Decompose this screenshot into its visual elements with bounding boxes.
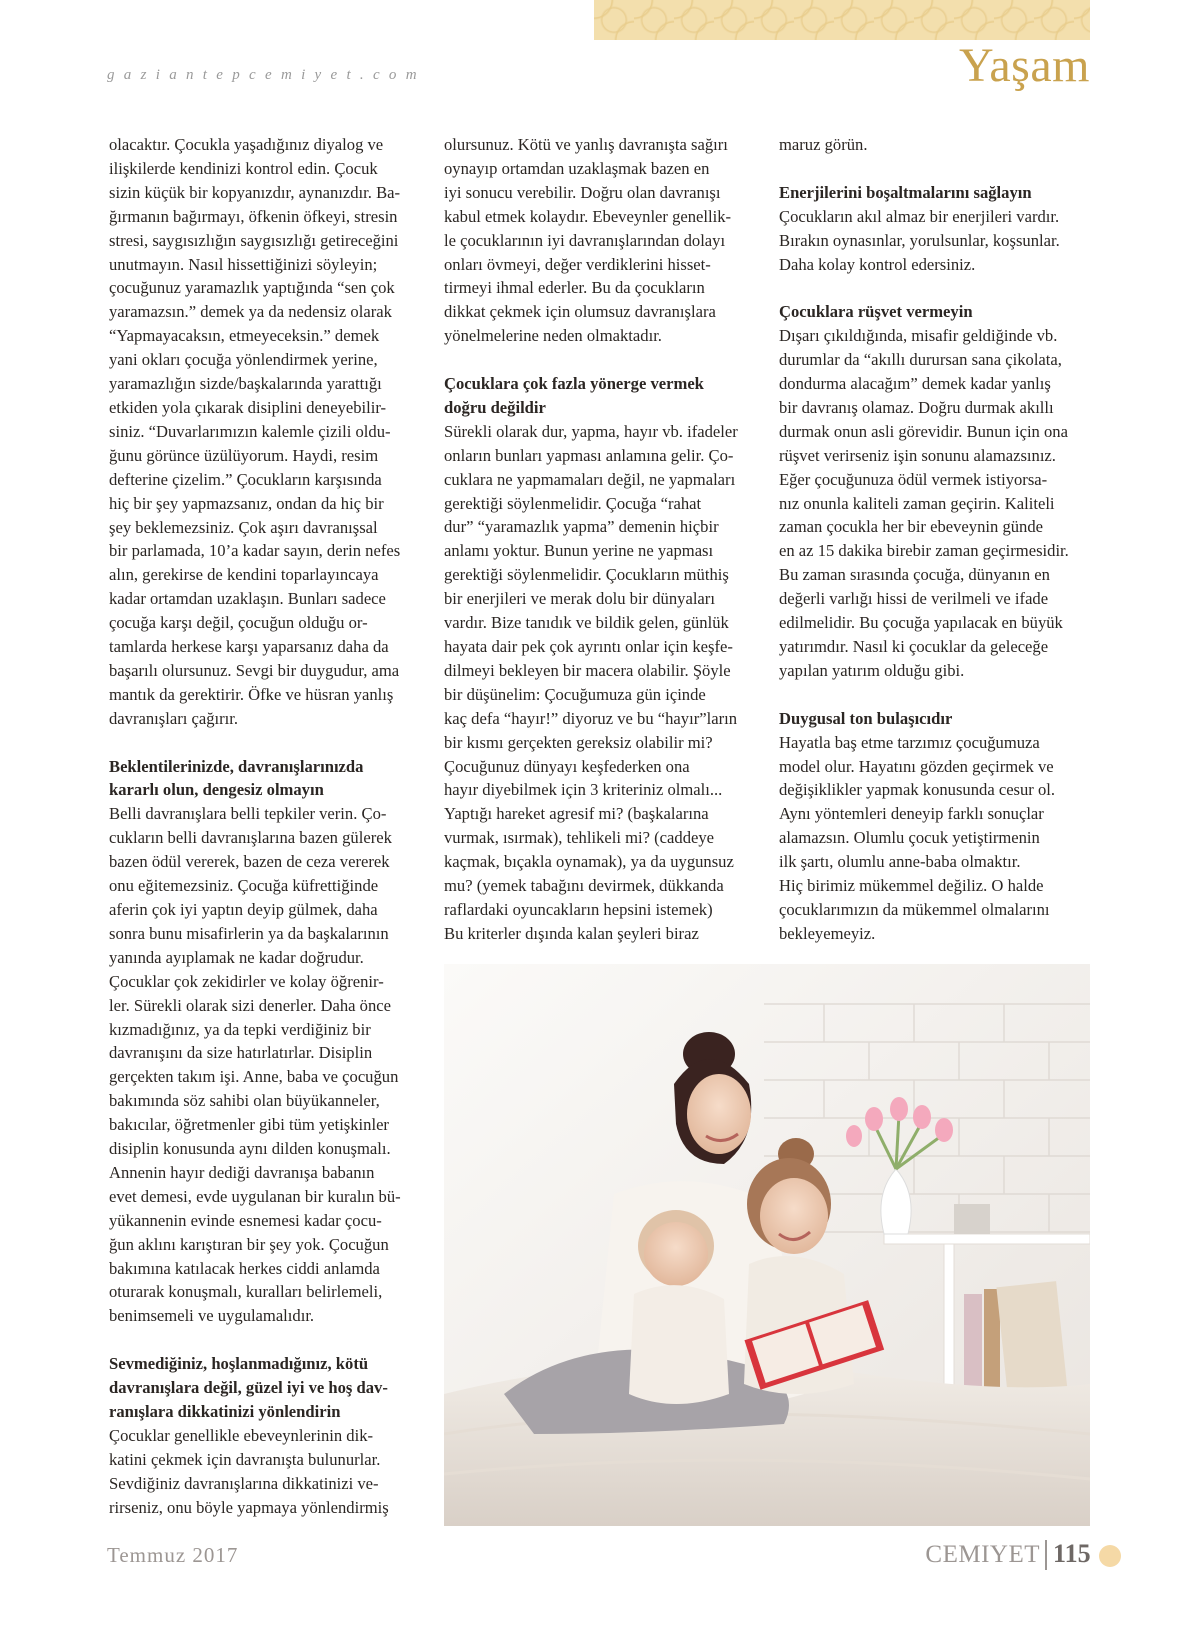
body-text-line: onu eğitemezsiniz. Çocuğa küfrettiğinde <box>109 876 379 896</box>
paragraph-gap <box>779 683 1091 707</box>
body-text-line: onları övmeyi, değer verdiklerini hisset- <box>444 254 711 274</box>
body-text-line: mu? (yemek tabağını devirmek, dükkanda <box>444 876 724 896</box>
body-text-line: Sevdiğiniz davranışlarına dikkatinizi ve- <box>109 1473 379 1493</box>
body-text-line: tirmeyi ihmal ederler. Bu da çocukların <box>444 278 705 298</box>
body-text-line: Bu kriterler dışında kalan şeyleri biraz <box>444 923 699 943</box>
section-heading-line: Sevmediğiniz, hoşlanmadığınız, kötü <box>109 1354 369 1374</box>
issue-date: Temmuz 2017 <box>107 1543 239 1567</box>
body-text-line: bakımına katılacak herkes ciddi anlamda <box>109 1258 380 1278</box>
body-text-line: stresi, saygısızlığın saygısızlığı getireceğini <box>109 230 399 250</box>
body-text-line: evet demesi, evde uygulanan bir kuralın bü- <box>109 1186 401 1206</box>
body-text-line: durmak onun asli görevidir. Bunun için ona <box>779 421 1068 441</box>
body-text-line: yatırımdır. Nasıl ki çocuklar da geleceğe <box>779 637 1049 656</box>
body-text-line: oturarak konuşmalı, kuralları belirlemeli, <box>109 1282 383 1302</box>
body-text-line: sonra bunu misafirlerin ya da başkalarının <box>109 923 389 943</box>
section-heading-line: doğru değildir <box>444 397 546 417</box>
footer-divider <box>1045 1540 1047 1570</box>
body-text-line: onların bunları yapması anlamına gelir. Ço- <box>444 445 734 465</box>
body-text-line: sizin küçük bir kopyanızdır, aynanızdır. Ba- <box>109 182 401 202</box>
body-text-line: kızmadığınız, ya da tepki verdiğiniz bir <box>109 1019 371 1039</box>
body-text-line: rirseniz, onu böyle yapmaya yönlendirmiş <box>109 1497 389 1517</box>
body-text-line: Dışarı çıkıldığında, misafir geldiğinde vb. <box>779 326 1058 346</box>
body-text-line: iyi sonucu verebilir. Doğru olan davranışı <box>444 182 721 202</box>
body-text-line: vardır. Bize tanıdık ve bildik gelen, günlük <box>444 613 729 633</box>
body-text-line: Hayatla baş etme tarzımız çocuğumuza <box>779 732 1040 752</box>
section-heading-line: Çocuklara rüşvet vermeyin <box>779 302 973 322</box>
body-text-line: kaç defa “hayır!” diyoruz ve bu “hayır”ların <box>444 708 737 728</box>
body-text-line: çocuğa karşı değil, çocuğun olduğu or- <box>109 613 368 633</box>
body-text-line: hayata dair pek çok ayrıntı onlar için keşfe- <box>444 637 733 657</box>
body-text-line: benimsemeli ve uygulamalıdır. <box>109 1306 315 1326</box>
body-text-line: Eğer çocuğunuza ödül vermek istiyorsa- <box>779 469 1048 489</box>
body-text-line: anlamı yoktur. Bunun yerine ne yapması <box>444 541 714 561</box>
body-text-line: oynayıp ortamdan uzaklaşmak bazen en <box>444 158 710 178</box>
body-text-line: Çocukların akıl almaz bir enerjileri vardır. <box>779 206 1060 226</box>
body-text-line: gerçekten takım işi. Anne, baba ve çocuğun <box>109 1067 399 1087</box>
decorative-dot <box>1099 1545 1121 1567</box>
body-text-line: Çocuğunuz dünyayı keşfederken ona <box>444 756 690 776</box>
body-text-line: kabul etmek kolaydır. Ebeveynler genellik- <box>444 206 732 226</box>
article-column-2 <box>444 133 754 946</box>
body-text-line: yaramazsın.” demek ya da nedensiz olarak <box>109 302 392 322</box>
body-text-line: en az 15 dakika birebir zaman geçirmesidir. <box>779 541 1069 561</box>
body-text-line: disiplin konusunda aynı dilden konuşmalı. <box>109 1139 391 1159</box>
body-text-line: bir düşünelim: Çocuğumuza gün içinde <box>444 684 706 704</box>
body-text-line: Çocuklar genellikle ebeveynlerinin dik- <box>109 1425 374 1445</box>
body-text-line: başarılı olursunuz. Sevgi bir duygudur, ama <box>109 660 400 680</box>
section-heading-line: Duygusal ton bulaşıcıdır <box>779 708 953 728</box>
body-text-line: ler. Sürekli olarak sizi denerler. Daha önce <box>109 995 391 1015</box>
paragraph-gap <box>109 1328 415 1352</box>
body-text-line: defterine çizelim.” Çocukların karşısında <box>109 469 382 489</box>
paragraph-gap <box>109 731 415 755</box>
body-text-line: bir davranış olamaz. Doğru durmak akıllı <box>779 397 1054 417</box>
section-heading-line: kararlı olun, dengesiz olmayın <box>109 780 324 800</box>
article-column-3 <box>779 133 1091 946</box>
body-text-line: ğunu görünce üzülüyorum. Haydi, resim <box>109 445 379 465</box>
article-column-1 <box>109 133 415 1520</box>
body-text-line: dikkat çekmek için olumsuz davranışlara <box>444 302 716 322</box>
body-text-line: Annenin hayır dediği davranışa babanın <box>109 1162 375 1182</box>
body-text-line: tamlarda herkese karşı yaparsanız daha da <box>109 637 389 657</box>
body-text-line: alamazsın. Olumlu çocuk yetiştirmenin <box>779 828 1040 848</box>
body-text-line: davranışları çağırır. <box>109 708 239 728</box>
body-text-line: gerektiği söylenmelidir. Çocukların müthiş <box>444 565 729 585</box>
body-text-line: gerektiği söylenmelidir. Çocuğa “rahat <box>444 493 702 513</box>
body-text-line: bekleyemeyiz. <box>779 923 876 943</box>
section-heading-line: ranışlara dikkatinizi yönlendirin <box>109 1402 341 1421</box>
paragraph-gap <box>444 348 754 372</box>
body-text-line: davranışını da size hatırlatırlar. Disiplin <box>109 1043 373 1063</box>
body-text-line: dilmeyi bekleyen bir macera olabilir. Şöyle <box>444 660 731 680</box>
body-text-line: Hiç birimiz mükemmel değiliz. O halde <box>779 876 1044 896</box>
body-text-line: değerli varlığı hissi de verilmeli ve ifade <box>779 589 1049 609</box>
body-text-line: hiç bir şey yapmazsanız, ondan da hiç bir <box>109 493 384 513</box>
mother-daughters-reading-photo <box>444 964 1090 1526</box>
body-text-line: zaman çocukla her bir ebeveynin günde <box>779 517 1044 537</box>
body-text-line: dondurma alacağım” demek kadar yanlış <box>779 374 1051 394</box>
body-text-line: çocuklarımızın da mükemmel olmalarını <box>779 899 1050 919</box>
body-text-line: aferin çok iyi yaptın deyip gülmek, daha <box>109 899 378 919</box>
body-text-line: bir kısmı gerçekten gereksiz olabilir mi? <box>444 732 713 752</box>
body-text-line: yani okları çocuğa yönlendirmek yerine, <box>109 350 378 370</box>
body-text-line: yaramazlığın sizde/başkalarında yarattığı <box>109 374 382 394</box>
body-text-line: bir enerjileri ve merak dolu bir dünyaları <box>444 589 715 609</box>
body-text-line: Aynı yöntemleri deneyip farklı sonuçlar <box>779 804 1044 824</box>
body-text-line: yapılan yatırım olduğu gibi. <box>779 660 965 680</box>
body-text-line: bir parlamada, 10’a kadar sayın, derin nefes <box>109 541 401 561</box>
body-text-line: etkiden yola çıkarak disiplini deneyebilir- <box>109 397 387 417</box>
section-heading-line: davranışlara değil, güzel iyi ve hoş dav- <box>109 1378 388 1398</box>
body-text-line: rüşvet verirseniz işin sonunu alamazsınız. <box>779 445 1056 465</box>
body-text-line: yükannenin evinde esnemesi kadar çocu- <box>109 1210 382 1230</box>
body-text-line: katini çekmek için davranışta bulunurlar. <box>109 1449 381 1469</box>
body-text-line: Bırakın oynasınlar, yorulsunlar, koşsunlar. <box>779 230 1060 250</box>
body-text-line: vurmak, ısırmak), tehlikeli mi? (caddeye <box>444 828 715 848</box>
site-url: gaziantepcemiyet.com <box>107 67 426 83</box>
body-text-line: unutmayın. Nasıl hissettiğinizi söyleyin; <box>109 254 378 274</box>
body-text-line: Yaptığı hareket agresif mi? (başkalarına <box>444 804 709 824</box>
body-text-line: Daha kolay kontrol edersiniz. <box>779 254 976 274</box>
body-text-line: le çocuklarının iyi davranışlarından dolayı <box>444 230 726 250</box>
body-text-line: bakımında söz sahibi olan büyükanneler, <box>109 1091 380 1111</box>
page-number: 115 <box>1053 1539 1091 1568</box>
paragraph-gap <box>779 276 1091 300</box>
body-text-line: model olur. Hayatını gözden geçirmek ve <box>779 756 1054 776</box>
body-text-line: “Yapmayacaksın, etmeyeceksin.” demek <box>109 326 380 346</box>
body-text-line: Sürekli olarak dur, yapma, hayır vb. ifadeler <box>444 421 738 441</box>
paragraph-gap <box>779 157 1091 181</box>
body-text-line: olacaktır. Çocukla yaşadığınız diyalog ve <box>109 135 384 154</box>
body-text-line: bazen ödül vererek, bazen de ceza vererek <box>109 852 390 872</box>
body-text-line: ğun aklını karıştıran bir şey yok. Çocuğun <box>109 1234 389 1254</box>
body-text-line: olursunuz. Kötü ve yanlış davranışta sağırı <box>444 135 728 154</box>
body-text-line: siniz. “Duvarlarımızın kalemle çizili oldu- <box>109 421 391 441</box>
body-text-line: yönelmelerine neden olmaktadır. <box>444 326 662 346</box>
body-text-line: ğırmanın bağırmayı, öfkenin öfkeyi, stresin <box>109 206 398 226</box>
body-text-line: kaçmak, bıçakla oynamak), ya da uygunsuz <box>444 852 734 872</box>
body-text-line: durumlar da “akıllı durursan sana çikolata, <box>779 350 1062 370</box>
body-text-line: bakıcılar, öğretmenler gibi tüm yetişkinler <box>109 1115 389 1135</box>
section-heading-line: Çocuklara çok fazla yönerge vermek <box>444 374 704 394</box>
body-text-line: cuklara ne yapmamaları değil, ne yapmaları <box>444 469 736 489</box>
body-text-line: raflardaki oyuncakların hepsini istemek) <box>444 899 713 919</box>
body-text-line: şey beklemezsiniz. Çok aşırı davranışsal <box>109 517 378 537</box>
body-text-line: Çocuklar çok zekidirler ve kolay öğrenir- <box>109 971 384 991</box>
body-text-line: maruz görün. <box>779 135 868 154</box>
body-text-line: cukların belli davranışlarına bazen gülerek <box>109 828 392 848</box>
section-title: Yaşam <box>959 39 1090 92</box>
body-text-line: alın, gerekirse de kendini toparlayıncaya <box>109 565 379 585</box>
section-heading-line: Enerjilerini boşaltmalarını sağlayın <box>779 182 1032 202</box>
body-text-line: nız onunla kaliteli zaman geçirin. Kaliteli <box>779 493 1055 513</box>
body-text-line: ilk şartı, olumlu anne-baba olmaktır. <box>779 852 1021 872</box>
body-text-line: ilişkilerde kendinizi kontrol edin. Çocuk <box>109 158 378 178</box>
magazine-brand: CEMIYET <box>925 1541 1040 1568</box>
body-text-line: hayır diyebilmek için 3 kriteriniz olmalı... <box>444 780 723 800</box>
body-text-line: Bu zaman sırasında çocuğa, dünyanın en <box>779 565 1050 585</box>
body-text-line: değişiklikler yapmak konusunda cesur ol. <box>779 780 1056 800</box>
body-text-line: kadar ortamdan uzaklaşın. Bunları sadece <box>109 589 386 609</box>
body-text-line: edilmelidir. Bu çocuğa yapılacak en büyük <box>779 613 1063 633</box>
body-text-line: yanında ayıplamak ne kadar doğrudur. <box>109 947 364 967</box>
body-text-line: çocuğunuz yaramazlık yaptığında “sen çok <box>109 278 395 298</box>
body-text-line: mantık da gerektirir. Öfke ve hüsran yanlış <box>109 684 394 704</box>
section-heading-line: Beklentilerinizde, davranışlarınızda <box>109 756 364 776</box>
body-text-line: Belli davranışlara belli tepkiler verin. Ço- <box>109 804 387 824</box>
decorative-pattern-banner <box>594 0 1090 40</box>
body-text-line: dur” “yaramazlık yapma” demenin hiçbir <box>444 517 719 537</box>
